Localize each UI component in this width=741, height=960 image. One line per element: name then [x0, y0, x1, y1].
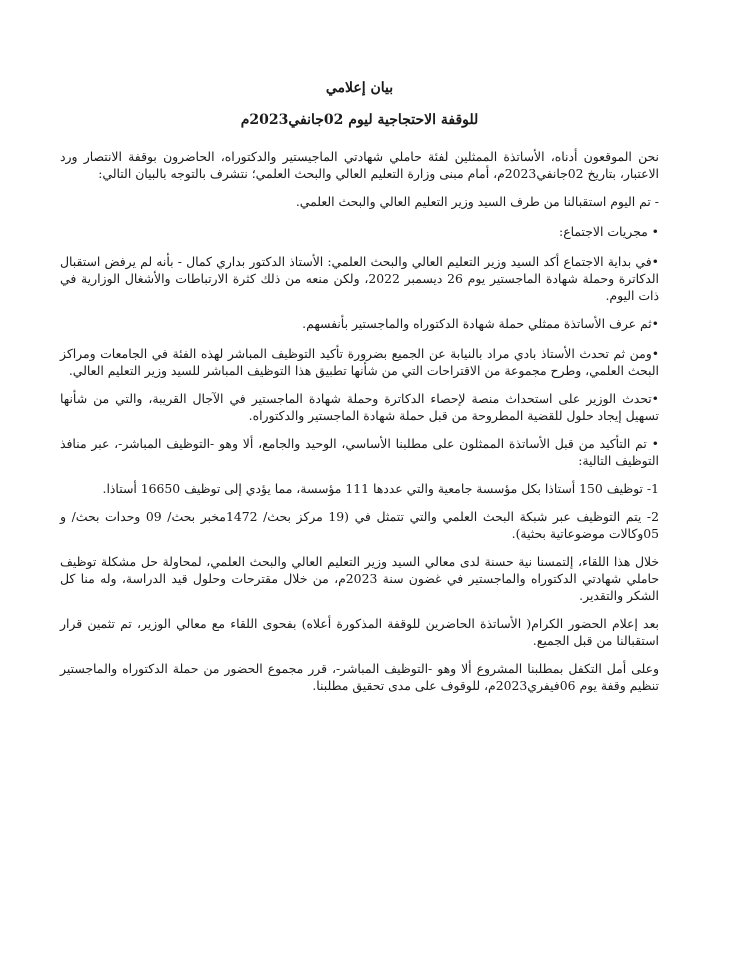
minister-statement-paragraph: •في بداية الاجتماع أكد السيد وزير التعليم العالي والبحث العلمي: الأستاذ الدكتور بداري كمال - بأنه لم يرفض استقبال الدكاترة وحملة شهادة الماجستير يوم 26 ديسمبر 2022، ولكن منعه من ذلك كثرة الارتباطات والأشغال الوزارية في ذات اليوم.: [60, 254, 659, 303]
platform-paragraph: •تحدث الوزير على استحداث منصة لإحصاء الدكاترة وحملة شهادة الماجستير في الآجال القريبة، والتي من شأنها تسهيل إيجاد حلول للقضية المطروحة من قبل حملة شهادة الماجستير والدكتوراه.: [60, 391, 659, 423]
recruitment-item-1: 1- توظيف 150 أستاذا بكل مؤسسة جامعية والتي عددها 111 مؤسسة، مما يؤدي إلى توظيف 16650 أستاذا.: [102, 481, 659, 496]
intro-paragraph: نحن الموقعون أدناه، الأساتذة الممثلين لفئة حاملي شهادتي الماجيستير والدكتوراه، الحاضرون بوقفة الانتصار ورد الاعتبار، بتاريخ 02جانفي2023م، أمام مبنى وزارة التعليم العالي والبحث العلمي؛ نتشرف بالتوجه بالبيان التالي:: [60, 149, 659, 181]
attendees-briefing-paragraph: بعد إعلام الحضور الكرام( الأساتذة الحاضرين للوقفة المذكورة أعلاه) بفحوى اللقاء مع معالي الوزير، تم تثمين قرار استقبالنا من قبل الجميع.: [60, 616, 659, 648]
meeting-proceedings-heading: • مجريات الاجتماع:: [559, 224, 659, 239]
document-title: بيان إعلامي: [325, 80, 394, 96]
speaker-paragraph: •ومن ثم تحدث الأستاذ بادي مراد بالنيابة عن الجميع بضرورة تأكيد التوظيف المباشر لهذه الفئة في الجامعات ومراكز البحث العلمي، وطرح مجموعة من الاقتراحات التي من شأنها تطبيق هذا التوظيف المباشر للسيد وزير التعليم العالي.: [60, 346, 659, 378]
meeting-outcome-paragraph: خلال هذا اللقاء، إلتمسنا نية حسنة لدى معالي السيد وزير التعليم العالي والبحث العلمي، لمحاولة حل مشكلة توظيف حاملي شهادتي الدكتوراه والماجستير في غضون سنة 2023م، من خلال مقترحات وحلول قيد الدراسة، وله منا كل الشكر والتقدير.: [60, 554, 659, 603]
document-subtitle: للوقفة الاحتجاجية ليوم 02جانفي2023م: [240, 112, 479, 128]
reception-line: - تم اليوم استقبالنا من طرف السيد وزير التعليم العالي والبحث العلمي.: [295, 194, 659, 209]
demand-paragraph: • تم التأكيد من قبل الأساتذة الممثلون على مطلبنا الأساسي، الوحيد والجامع، ألا وهو -التوظيف المباشر-، عبر منافذ التوظيف التالية:: [60, 436, 659, 468]
introductions-paragraph: •ثم عرف الأساتذة ممثلي حملة شهادة الدكتوراه والماجستير بأنفسهم.: [302, 316, 659, 331]
next-protest-paragraph: وعلى أمل التكفل بمطلبنا المشروع ألا وهو -التوظيف المباشر-، قرر مجموع الحضور من حملة الدكتوراه والماجستير تنظيم وقفة يوم 06فيفري2023م، للوقوف على مدى تحقيق مطلبنا.: [60, 661, 659, 693]
recruitment-item-2: 2- يتم التوظيف عبر شبكة البحث العلمي والتي تتمثل في (19 مركز بحث/ 1472مخبر بحث/ 09 وحدات بحث/ و 05وكالات موضوعاتية بحثية).: [60, 509, 659, 541]
